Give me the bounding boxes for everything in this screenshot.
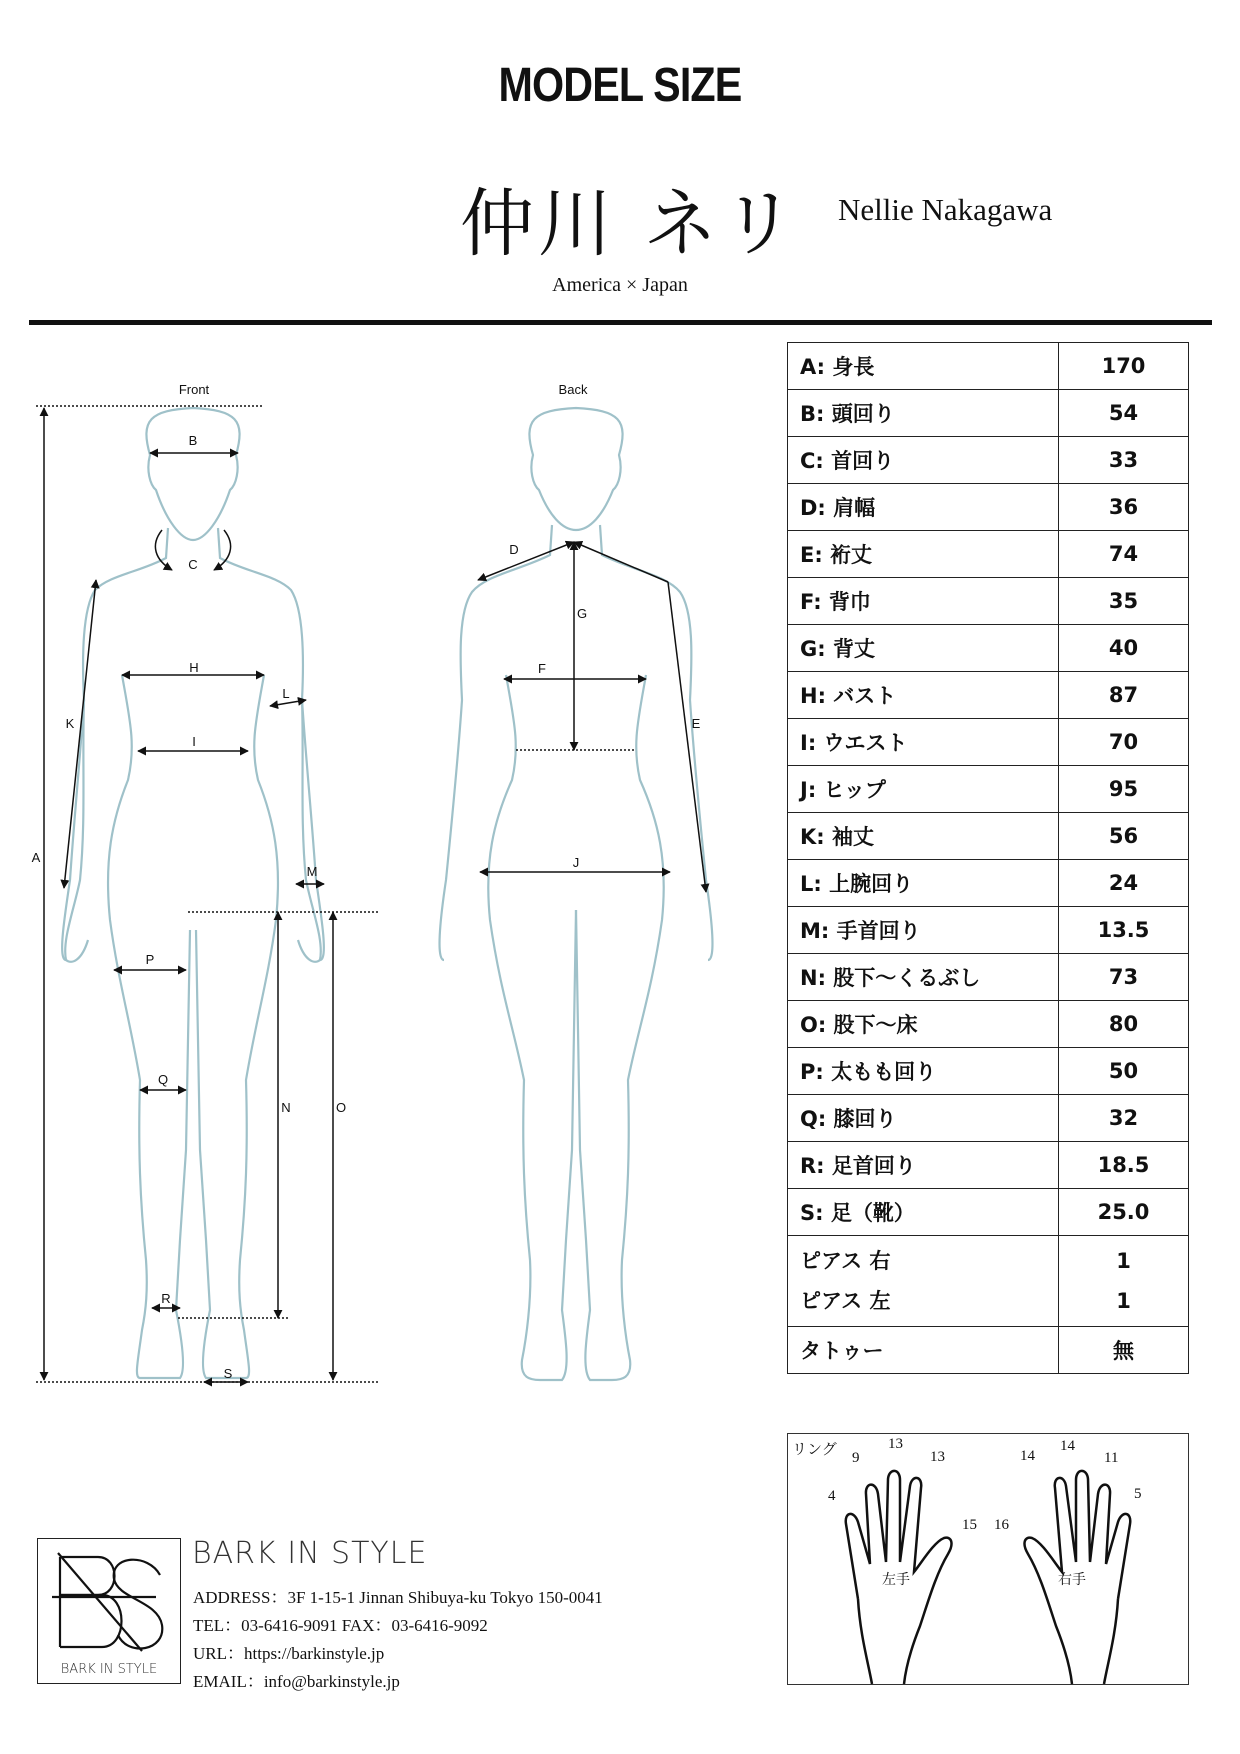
front-label: Front <box>178 382 210 397</box>
ring-right-pinky: 16 <box>994 1517 1009 1533</box>
piercing-value: 1 <box>1116 1289 1131 1313</box>
measurement-row <box>788 437 1189 484</box>
label-a: A <box>31 850 41 865</box>
label-b: B <box>188 433 198 448</box>
label-r: R <box>161 1291 171 1306</box>
hands-illustration <box>788 1434 1188 1684</box>
piercing-values <box>1059 1236 1189 1327</box>
measurement-row <box>788 766 1189 813</box>
address-text: ADDRESS：3F 1-15-1 Jinnan Shibuya-ku Tokyo 150-0041 <box>193 1588 603 1607</box>
back-label: Back <box>558 382 588 397</box>
ring-left-thumb: 4 <box>828 1488 836 1504</box>
label-f: F <box>538 661 546 676</box>
ring-right-index: 11 <box>1104 1450 1119 1466</box>
brand-name: BARK IN STYLE <box>192 1536 428 1571</box>
measurement-row <box>788 531 1189 578</box>
measurement-value: 13.5 <box>1059 907 1189 954</box>
measurement-value: 70 <box>1059 719 1189 766</box>
measurement-row <box>788 390 1189 437</box>
ring-right-thumb: 5 <box>1134 1486 1142 1502</box>
measurement-label: P: 太もも回り <box>788 1048 1059 1095</box>
measurement-row <box>788 813 1189 860</box>
measurement-label: J: ヒップ <box>788 766 1059 813</box>
measurement-value: 50 <box>1059 1048 1189 1095</box>
ring-left-middle: 13 <box>888 1436 903 1452</box>
label-q: Q <box>157 1072 169 1087</box>
measurement-value: 40 <box>1059 625 1189 672</box>
measurement-value: 36 <box>1059 484 1189 531</box>
measurement-row <box>788 1048 1189 1095</box>
measurement-table <box>787 342 1189 1374</box>
measurement-row <box>788 907 1189 954</box>
measurement-row <box>788 484 1189 531</box>
ring-left-index: 9 <box>852 1450 860 1466</box>
back-figure-outline <box>440 408 713 1380</box>
measurement-label: R: 足首回り <box>788 1142 1059 1189</box>
right-hand-label: 右手 <box>1058 1572 1086 1588</box>
model-name-ja: 仲川 ネリ <box>460 181 800 267</box>
measurement-value: 33 <box>1059 437 1189 484</box>
measurement-label: L: 上腕回り <box>788 860 1059 907</box>
piercing-value: 1 <box>1116 1249 1131 1273</box>
measurement-value: 95 <box>1059 766 1189 813</box>
measurement-label: E: 裄丈 <box>788 531 1059 578</box>
measurement-row <box>788 1001 1189 1048</box>
brand-logo <box>37 1538 181 1684</box>
measurement-value: 170 <box>1059 343 1189 390</box>
measurement-row <box>788 578 1189 625</box>
label-l: L <box>282 686 290 701</box>
left-hand-label: 左手 <box>882 1572 910 1588</box>
measurement-row <box>788 672 1189 719</box>
measurement-label: A: 身長 <box>788 343 1059 390</box>
logo-monogram <box>38 1539 180 1683</box>
measurement-row <box>788 860 1189 907</box>
measurement-value: 18.5 <box>1059 1142 1189 1189</box>
measurement-label: K: 袖丈 <box>788 813 1059 860</box>
label-m: M <box>306 864 318 879</box>
ring-title: リング <box>792 1440 837 1458</box>
measurement-value: 54 <box>1059 390 1189 437</box>
measurement-row <box>788 954 1189 1001</box>
label-k: K <box>65 716 75 731</box>
ring-right-middle: 14 <box>1060 1438 1075 1454</box>
label-e: E <box>691 716 701 731</box>
ring-size-panel <box>787 1433 1189 1685</box>
measurement-value: 56 <box>1059 813 1189 860</box>
piercing-label: ピアス 右 <box>800 1249 891 1273</box>
label-o: O <box>335 1100 347 1115</box>
piercing-row <box>788 1236 1189 1327</box>
tattoo-row <box>788 1327 1189 1374</box>
measurement-value: 80 <box>1059 1001 1189 1048</box>
label-n: N <box>281 1100 291 1115</box>
label-s: S <box>223 1366 233 1381</box>
measurement-value: 35 <box>1059 578 1189 625</box>
piercing-label: ピアス 左 <box>800 1289 891 1313</box>
label-i: I <box>192 734 196 749</box>
measurement-value: 73 <box>1059 954 1189 1001</box>
measurement-label: D: 肩幅 <box>788 484 1059 531</box>
measurement-label: I: ウエスト <box>788 719 1059 766</box>
measurement-row <box>788 719 1189 766</box>
measurement-label: M: 手首回り <box>788 907 1059 954</box>
ring-left-pinky: 15 <box>962 1517 977 1533</box>
label-c: C <box>188 557 198 572</box>
piercing-labels <box>788 1236 1059 1327</box>
measurement-label: Q: 膝回り <box>788 1095 1059 1142</box>
measurement-label: S: 足（靴） <box>788 1189 1059 1236</box>
measurement-value: 25.0 <box>1059 1189 1189 1236</box>
measurement-row <box>788 343 1189 390</box>
page-title: MODEL SIZE <box>498 59 742 112</box>
measurement-row <box>788 1189 1189 1236</box>
front-figure-outline <box>62 408 324 1378</box>
url-text[interactable]: URL：https://barkinstyle.jp <box>193 1644 385 1663</box>
logo-caption: BARK IN STYLE <box>60 1662 158 1677</box>
measurement-value: 74 <box>1059 531 1189 578</box>
measurement-row <box>788 1095 1189 1142</box>
measurement-value: 24 <box>1059 860 1189 907</box>
model-name-en: Nellie Nakagawa <box>838 192 1053 227</box>
tel-fax-text: TEL：03-6416-9091 FAX：03-6416-9092 <box>193 1616 488 1635</box>
measurement-row <box>788 625 1189 672</box>
measurement-label: G: 背丈 <box>788 625 1059 672</box>
label-d: D <box>509 542 519 557</box>
ring-right-ring: 14 <box>1020 1448 1035 1464</box>
measurement-label: O: 股下～床 <box>788 1001 1059 1048</box>
measurement-value: 32 <box>1059 1095 1189 1142</box>
tattoo-label: タトゥー <box>788 1327 1059 1374</box>
measurement-label: C: 首回り <box>788 437 1059 484</box>
label-h: H <box>189 660 199 675</box>
measurement-label: N: 股下～くるぶし <box>788 954 1059 1001</box>
label-g: G <box>576 606 588 621</box>
label-j: J <box>572 855 580 870</box>
tattoo-value: 無 <box>1059 1327 1189 1374</box>
measurement-label: H: バスト <box>788 672 1059 719</box>
measurement-label: F: 背巾 <box>788 578 1059 625</box>
measurement-value: 87 <box>1059 672 1189 719</box>
ring-left-ring: 13 <box>930 1449 945 1465</box>
measurement-row <box>788 1142 1189 1189</box>
model-origin: America × Japan <box>552 274 688 296</box>
label-p: P <box>145 952 155 967</box>
measurement-label: B: 頭回り <box>788 390 1059 437</box>
email-text[interactable]: EMAIL：info@barkinstyle.jp <box>193 1672 400 1691</box>
